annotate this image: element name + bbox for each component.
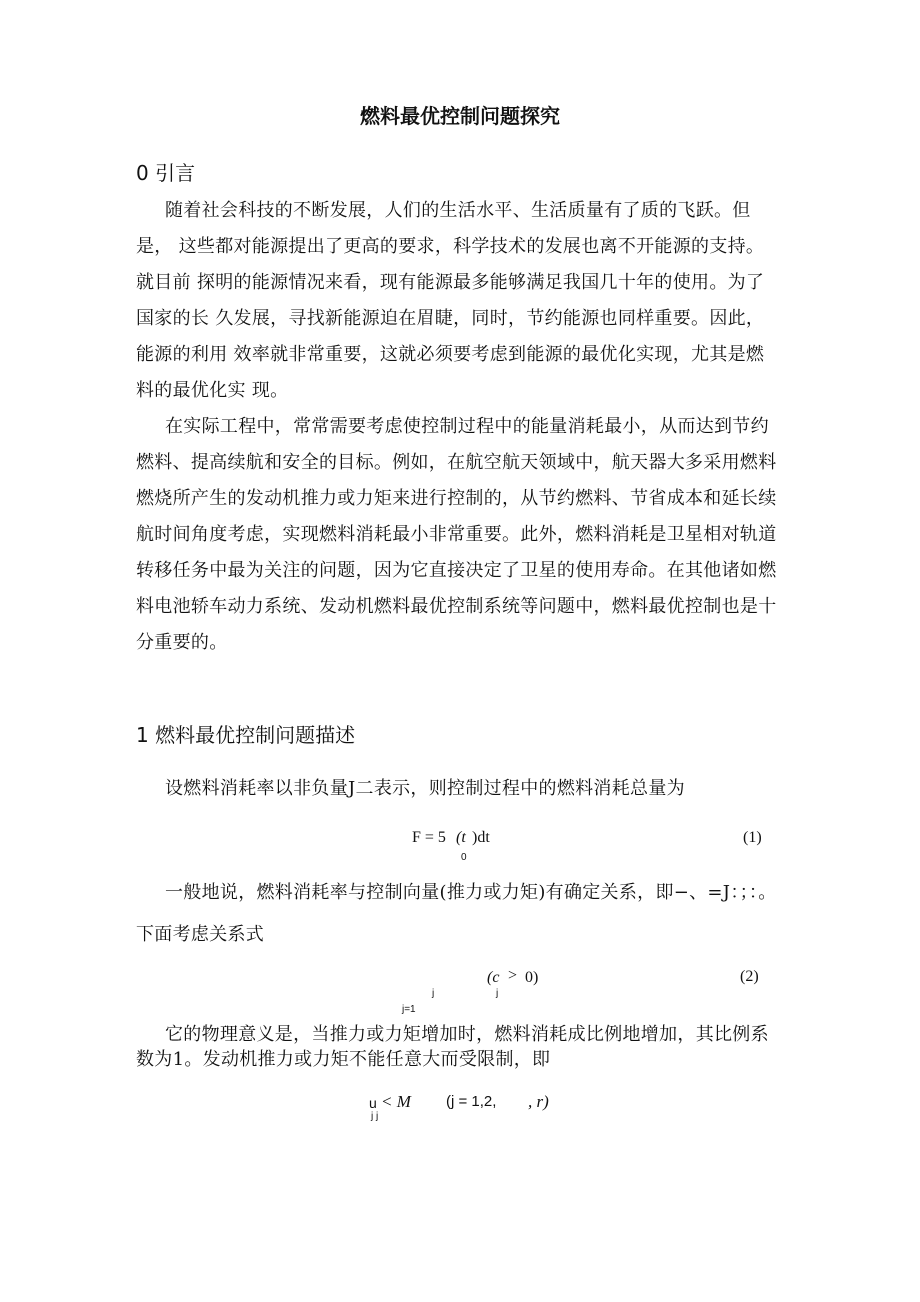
paragraph-line: 数为1。发动机推力或力矩不能任意大而受限制，即 [136,1049,551,1070]
section-heading-problem: 1 燃料最优控制问题描述 [136,723,356,747]
eq3-u: u [369,1095,377,1111]
paragraph-line: 料的最优化实 现。 [136,380,289,401]
eq2-sub-j: j [432,988,435,999]
equation-number: (2) [740,968,759,985]
paragraph-line: 国家的长 久发展，寻找新能源迫在眉睫，同时，节约能源也同样重要。因此， [136,308,765,329]
eq2-zero: 0) [525,969,539,986]
paragraph-line: 设燃料消耗率以非负量J二表示，则控制过程中的燃料消耗总量为 [165,778,685,799]
paragraph-line: 它的物理意义是，当推力或力矩增加时，燃料消耗成比例地增加，其比例系 [165,1024,769,1045]
paragraph-line: 分重要的。 [136,632,228,653]
paragraph-line: 下面考虑关系式 [136,924,265,945]
paragraph-line: 燃烧所产生的发动机推力或力矩来进行控制的，从节约燃料、节省成本和延长续 [136,488,777,509]
section-heading-intro: 0 引言 [136,161,196,185]
eq2-gt: > [508,967,518,984]
eq2-sum-index: j=1 [402,1004,416,1015]
page-title: 燃料最优控制问题探究 [360,104,560,128]
eq1-paren: (t [456,829,466,846]
eq3-cond: (j = 1,2, [446,1093,497,1110]
paragraph-line: 燃料、提高续航和安全的目标。例如，在航空航天领域中，航天器大多采用燃料 [136,452,777,473]
paragraph-line: 是， 这些都对能源提出了更高的要求，科学技术的发展也离不开能源的支持。 [136,236,765,257]
paragraph-line: 料电池轿车动力系统、发动机燃料最优控制系统等问题中，燃料最优控制也是十 [136,596,777,617]
paragraph-line: 转移任务中最为关注的问题，因为它直接决定了卫星的使用寿命。在其他诸如燃 [136,560,777,581]
paragraph-line: 随着社会科技的不断发展，人们的生活水平、生活质量有了质的飞跃。但 [165,200,751,221]
paragraph-line: 能源的利用 效率就非常重要，这就必须要考虑到能源的最优化实现，尤其是燃 [136,344,765,365]
eq1-tail: )dt [472,829,490,846]
equation-number: (1) [743,829,762,846]
eq3-sub: j j [371,1111,379,1122]
eq1-main: F = 5 [412,829,446,846]
paragraph-line: 就目前 探明的能源情况来看，现有能源最多能够满足我国几十年的使用。为了 [136,272,765,293]
eq1-sub: 0 [461,852,467,863]
eq3-r: , r) [528,1092,549,1111]
eq2-sub-j: j [496,988,499,999]
eq2-paren: (c [487,969,500,986]
paragraph-line: 一般地说，燃料消耗率与控制向量(推力或力矩)有确定关系，即−、=J：；：。 [165,882,777,903]
paragraph-line: 在实际工程中，常常需要考虑使控制过程中的能量消耗最小，从而达到节约 [165,416,769,437]
eq3-lt: < M [381,1092,411,1111]
paragraph-line: 航时间角度考虑，实现燃料消耗最小非常重要。此外，燃料消耗是卫星相对轨道 [136,524,777,545]
